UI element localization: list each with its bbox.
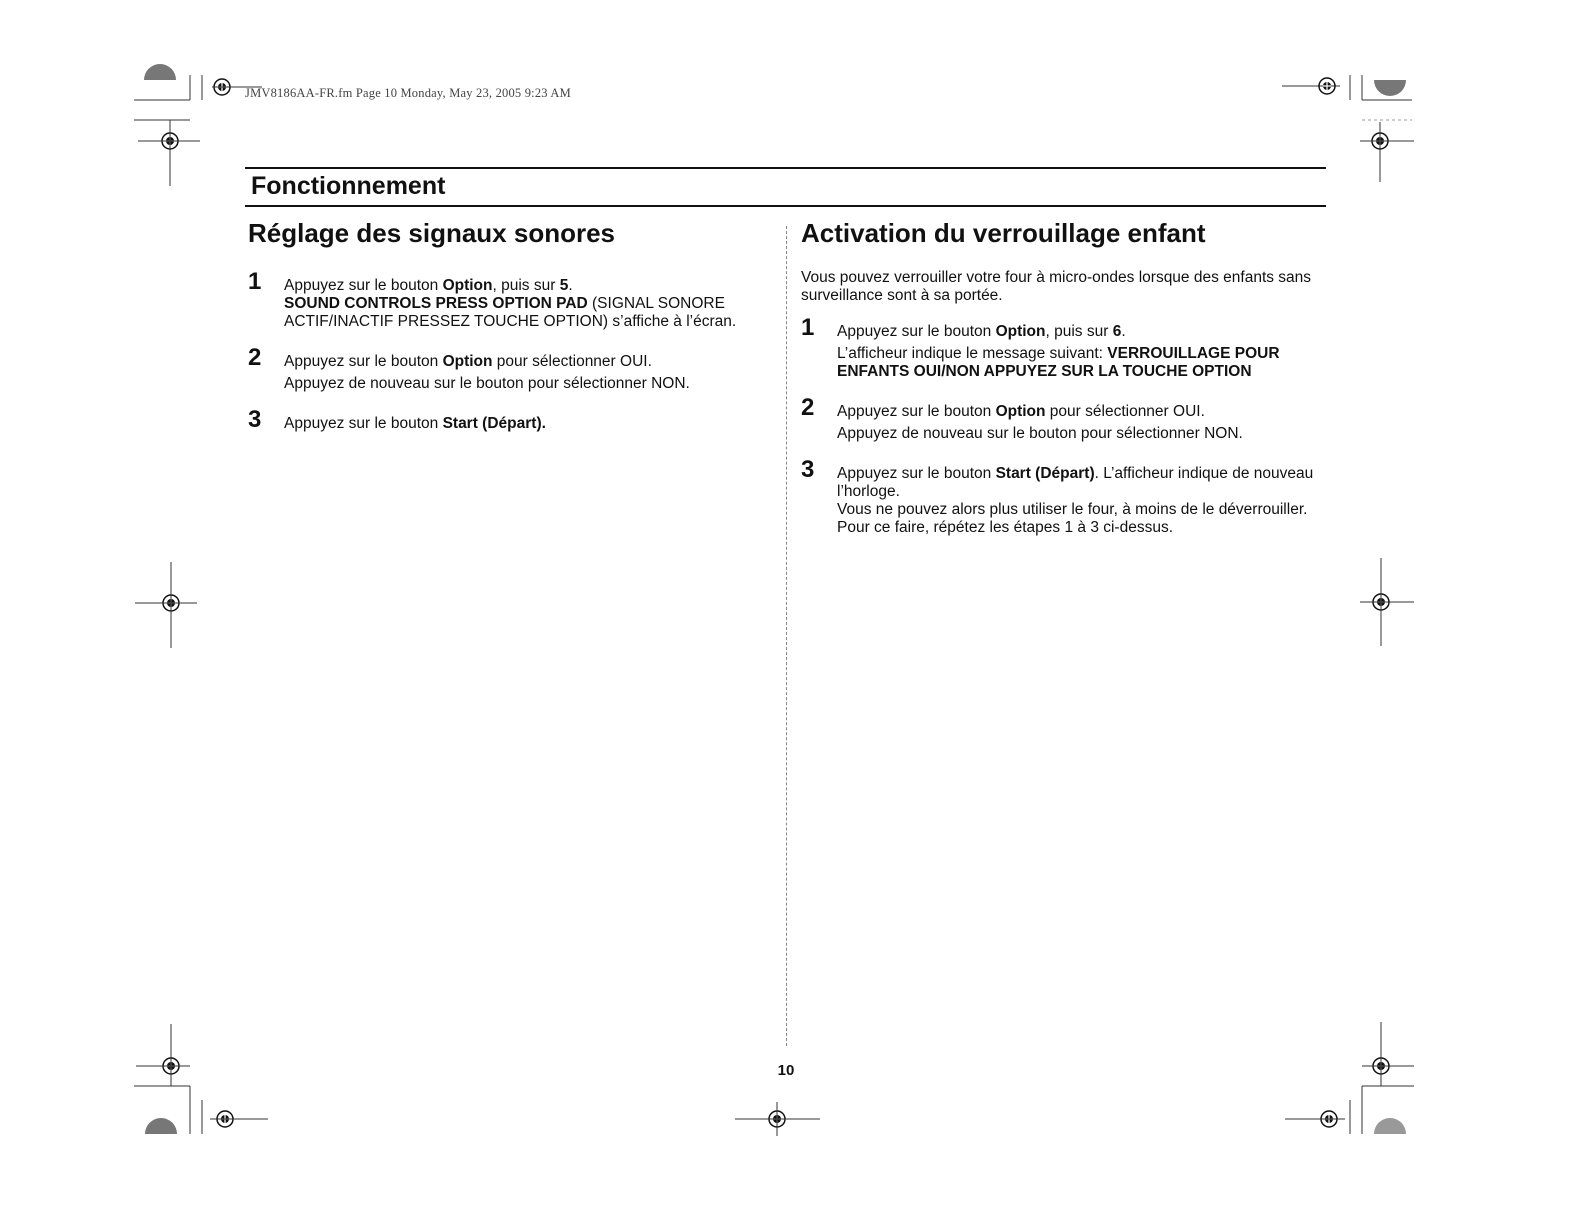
step-text: Pour ce faire, répétez les étapes 1 à 3 ci-dessus. (837, 519, 1174, 536)
step-text (284, 353, 768, 371)
child-lock-title: Activation du verrouillage enfant (801, 218, 1206, 248)
step-number: 3 (248, 406, 262, 433)
crop-mark-bottom-center (735, 1102, 820, 1136)
step-3 (801, 456, 1321, 537)
option-keyword: Option (442, 353, 493, 370)
crop-mark-middle-left (135, 562, 197, 648)
text: Appuyez sur le bouton (837, 403, 996, 420)
step-text (837, 345, 1321, 381)
page-number: 10 (777, 1062, 795, 1079)
step-text: Vous ne pouvez alors plus utiliser le four, à moins de le déverrouiller. (837, 501, 1308, 518)
number-keyword: 5 (559, 277, 569, 294)
option-keyword: Option (995, 403, 1046, 420)
text: Appuyez sur le bouton (284, 353, 443, 370)
column-child-lock (801, 218, 1321, 555)
print-file-header: JMV8186AA-FR.fm Page 10 Monday, May 23, 2005 9:23 AM (245, 86, 571, 100)
text: . (1121, 323, 1126, 340)
option-keyword: Option (995, 323, 1046, 340)
section-rule-bottom (245, 205, 1326, 207)
child-lock-intro: Vous pouvez verrouiller votre four à micro-ondes lorsque des enfants sans surveillance sont à sa portée. (801, 269, 1312, 304)
step-1 (801, 314, 1321, 381)
section-title: Fonctionnement (251, 172, 446, 200)
crop-mark-top-right (1282, 75, 1414, 182)
step-number: 1 (248, 268, 262, 295)
step-text (284, 277, 768, 295)
option-keyword: Option (442, 277, 493, 294)
crop-mark-top-left (134, 64, 262, 186)
column-sound-signals (248, 218, 768, 451)
crop-mark-middle-right (1360, 558, 1414, 646)
step-3 (248, 406, 768, 433)
crop-mark-bottom-right (1285, 1022, 1414, 1134)
display-message: VERROUILLAGE POUR ENFANTS OUI/NON APPUYEZ SUR LA TOUCHE OPTION (837, 345, 1280, 380)
text: Appuyez sur le bouton (837, 323, 996, 340)
step-1 (248, 268, 768, 331)
text: pour sélectionner OUI. (492, 353, 652, 370)
text: Appuyez sur le bouton (837, 465, 996, 482)
step-text (837, 323, 1321, 341)
step-text (284, 295, 768, 331)
step-number: 2 (248, 344, 262, 371)
step-text: Appuyez de nouveau sur le bouton pour sélectionner NON. (837, 425, 1243, 442)
step-2 (248, 344, 768, 393)
display-message: SOUND CONTROLS PRESS OPTION PAD (284, 295, 588, 312)
start-keyword: Start (Départ) (995, 465, 1095, 482)
step-text (837, 403, 1321, 421)
crop-mark-bottom-left (134, 1024, 268, 1134)
step-text: Appuyez de nouveau sur le bouton pour sélectionner NON. (284, 375, 690, 392)
step-2 (801, 394, 1321, 443)
step-number: 2 (801, 394, 815, 421)
text: Appuyez sur le bouton (284, 415, 443, 432)
text: (SIGNAL SONORE ACTIF/INACTIF PRESSEZ TOUCHE OPTION) s’affiche à l’écran. (284, 295, 737, 330)
text: , puis sur (1045, 323, 1113, 340)
text: Appuyez sur le bouton (284, 277, 443, 294)
start-keyword: Start (Départ). (442, 415, 546, 432)
column-divider (786, 226, 787, 1046)
text: . L’afficheur indique de nouveau l’horloge. (837, 465, 1314, 500)
section-rule-top (245, 167, 1326, 169)
number-keyword: 6 (1112, 323, 1122, 340)
step-text (284, 415, 768, 433)
step-text (837, 465, 1321, 501)
text: , puis sur (492, 277, 560, 294)
text: L’afficheur indique le message suivant: (837, 345, 1108, 362)
text: . (568, 277, 573, 294)
step-number: 3 (801, 456, 815, 483)
step-number: 1 (801, 314, 815, 341)
text: pour sélectionner OUI. (1045, 403, 1205, 420)
sound-signals-title: Réglage des signaux sonores (248, 218, 616, 248)
